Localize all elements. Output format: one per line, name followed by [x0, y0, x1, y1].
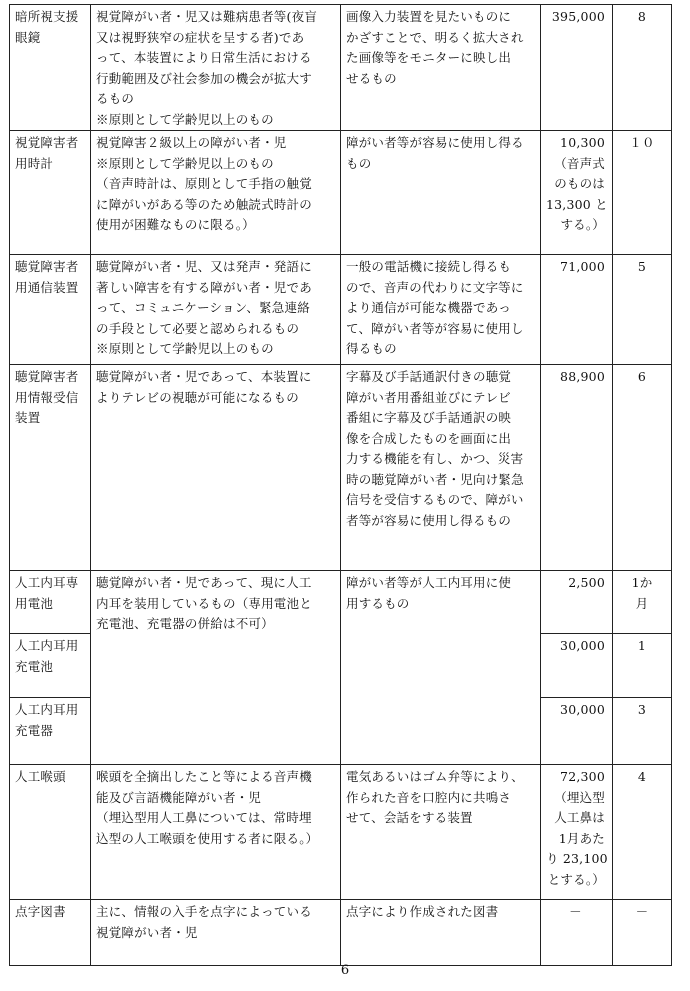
item-name-cell: 視覚障害者 用時計: [10, 131, 91, 255]
price-cell: 72,300 （埋込型 人工鼻は 1月あた り 23,100 とする。）: [541, 765, 613, 900]
item-name-cell: 聴覚障害者 用情報受信 装置: [10, 365, 91, 571]
lifespan-cell: 3: [613, 698, 672, 765]
spec-cell: 字幕及び手話通訳付きの聴覚 障がい者用番組並びにテレビ 番組に字幕及び手話通訳の映 像を合成したものを画面に出 力する機能を有し、かつ、災害 時の聴覚障がい者・児向け緊急 信号を受信するもので、障がい 者等が容易に使用し得るもの: [341, 365, 541, 571]
target-cell: 聴覚障がい者・児、又は発声・発語に 著しい障害を有する障がい者・児であ って、コミュニケーション、緊急連絡 の手段として必要と認められるもの ※原則として学齢児以上のもの: [91, 255, 341, 365]
price-cell: 30,000: [541, 634, 613, 698]
table-row: [10, 900, 672, 966]
price-cell: 71,000: [541, 255, 613, 365]
target-cell: 聴覚障がい者・児であって、本装置に よりテレビの視聴が可能になるもの: [91, 365, 341, 571]
target-cell: 主に、情報の入手を点字によっている 視覚障がい者・児: [91, 900, 341, 966]
item-name-cell: 人工内耳用 充電器: [10, 698, 91, 765]
table-row: [10, 5, 672, 131]
lifespan-cell: 4: [613, 765, 672, 900]
equipment-table: [9, 4, 672, 966]
lifespan-cell: 5: [613, 255, 672, 365]
price-cell: 395,000: [541, 5, 613, 131]
table-row: [10, 765, 672, 900]
spec-cell: 点字により作成された図書: [341, 900, 541, 966]
item-name-cell: 暗所視支援 眼鏡: [10, 5, 91, 131]
item-name-cell: 聴覚障害者 用通信装置: [10, 255, 91, 365]
lifespan-cell: 6: [613, 365, 672, 571]
lifespan-cell: 8: [613, 5, 672, 131]
lifespan-cell: １０: [613, 131, 672, 255]
item-name-cell: 人工内耳用 充電池: [10, 634, 91, 698]
target-cell: 視覚障害２級以上の障がい者・児 ※原則として学齢児以上のもの （音声時計は、原則として手指の触覚 に障がいがある等のため触読式時計の 使用が困難なものに限る。）: [91, 131, 341, 255]
lifespan-cell: －: [613, 900, 672, 966]
table-row: [10, 571, 672, 634]
item-name-cell: 点字図書: [10, 900, 91, 966]
price-cell: －: [541, 900, 613, 966]
spec-cell: 一般の電話機に接続し得るも ので、音声の代わりに文字等に より通信が可能な機器であっ て、障がい者等が容易に使用し 得るもの: [341, 255, 541, 365]
spec-cell: 障がい者等が人工内耳用に使 用するもの: [341, 571, 541, 765]
price-cell: 10,300 （音声式 のものは 13,300 と する。）: [541, 131, 613, 255]
lifespan-cell: 1: [613, 634, 672, 698]
target-cell: 聴覚障がい者・児であって、現に人工 内耳を装用しているもの（専用電池と 充電池、充電器の併給は不可）: [91, 571, 341, 765]
lifespan-cell: 1か 月: [613, 571, 672, 634]
table-row: [10, 131, 672, 255]
spec-cell: 電気あるいはゴム弁等により、 作られた音を口腔内に共鳴さ せて、会話をする装置: [341, 765, 541, 900]
spec-cell: 障がい者等が容易に使用し得る もの: [341, 131, 541, 255]
price-cell: 2,500: [541, 571, 613, 634]
table-row: [10, 255, 672, 365]
table-row: [10, 365, 672, 571]
item-name-cell: 人工内耳専 用電池: [10, 571, 91, 634]
spec-cell: 画像入力装置を見たいものに かざすことで、明るく拡大され た画像等をモニターに映し出 せるもの: [341, 5, 541, 131]
target-cell: 喉頭を全摘出したこと等による音声機 能及び言語機能障がい者・児 （埋込型用人工鼻については、常時埋 込型の人工喉頭を使用する者に限る。）: [91, 765, 341, 900]
target-cell: 視覚障がい者・児又は難病患者等(夜盲 又は視野狭窄の症状を呈する者)であ って、本装置により日常生活における 行動範囲及び社会参加の機会が拡大す るもの ※原則として学齢児以上のもの: [91, 5, 341, 131]
item-name-cell: 人工喉頭: [10, 765, 91, 900]
page-number: 6: [340, 963, 350, 978]
price-cell: 88,900: [541, 365, 613, 571]
price-cell: 30,000: [541, 698, 613, 765]
